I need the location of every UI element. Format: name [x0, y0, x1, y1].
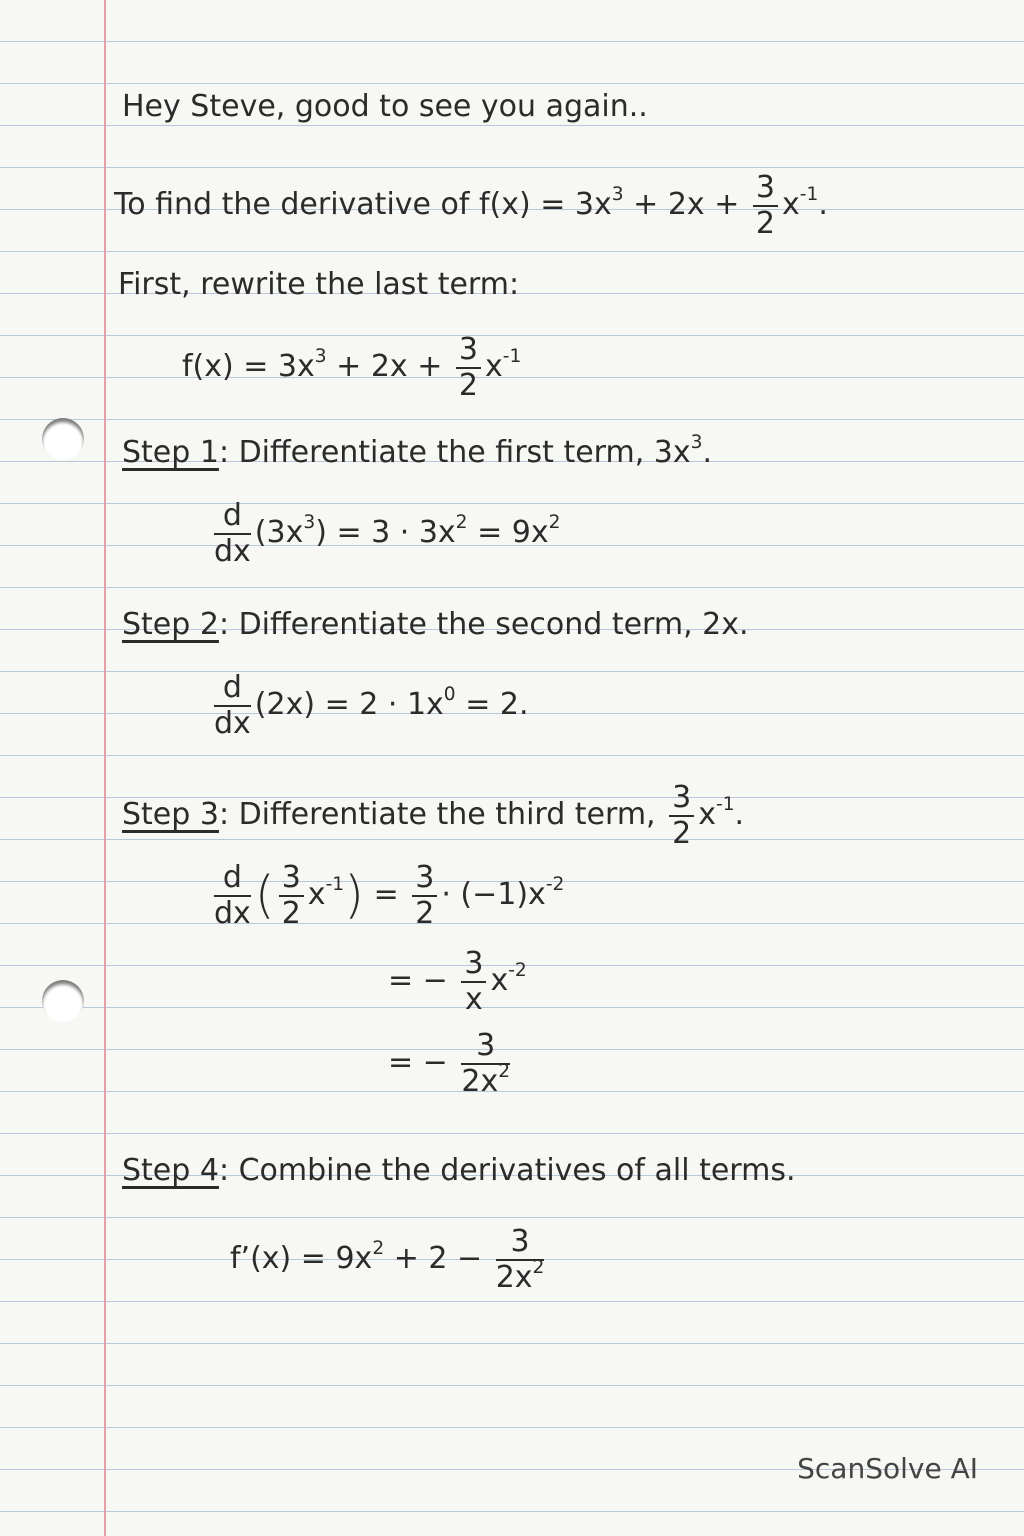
intro-fx: f(x) = 3x [479, 187, 612, 222]
step2-heading: Step 2: Differentiate the second term, 2x. [122, 607, 749, 642]
intro-mid: + 2x + [633, 187, 740, 222]
step3-equation-1: $\frac{d}{dx}$ ( $\frac{3}{2}$ $x^{-1}$) = $\frac{3}{2}$ · $(-1)x^{-2}$ [214, 860, 565, 931]
step1-label: Step 1 [122, 435, 219, 470]
step1-heading: Step 1: Differentiate the first term, $3x^3$. [122, 432, 713, 470]
brand-watermark: ScanSolve AI [797, 1452, 978, 1485]
step3-label: Step 3 [122, 797, 219, 832]
binder-hole-top [42, 418, 84, 460]
rewrite-label: First, rewrite the last term: [118, 267, 520, 302]
margin-line [104, 0, 106, 1536]
intro-fraction: $\frac{3}{2}$ [753, 172, 778, 239]
intro-x: x [782, 187, 800, 222]
rewrite-equation: $f(x) = 3x^3 + 2x$ + $\frac{3}{2}$ $x^{-1}$ [182, 332, 522, 403]
step3-equation-2: = − $\frac{3}{x}$ $x^{-2}$ [388, 946, 527, 1017]
rewrite-fraction: $\frac{3}{2}$ [456, 334, 481, 401]
step4-equation: f’(x) = $9x^2 + 2$ − $\frac{3}{2x^2}$ [230, 1224, 545, 1295]
step4-heading: Step 4: Combine the derivatives of all terms. [122, 1153, 796, 1188]
step4-label: Step 4 [122, 1153, 219, 1188]
greeting: Hey Steve, good to see you again.. [122, 89, 648, 124]
step2-equation: $\frac{d}{dx}$ $(2x) = 2 \cdot 1x^0 = 2$. [214, 670, 529, 741]
step1-equation: $\frac{d}{dx}$ $(3x^3) = 3 \cdot 3x^2 = 9x^2$ [214, 498, 561, 569]
step2-ddx: $\frac{d}{dx}$ [214, 670, 251, 741]
step1-ddx: $\frac{d}{dx}$ [214, 498, 251, 569]
step3-ddx: $\frac{d}{dx}$ [214, 860, 251, 931]
intro-text: To find the derivative of [114, 187, 470, 222]
step3-heading: Step 3: Differentiate the third term, $\frac{3}{2}$ $x^{-1}$. [122, 780, 745, 851]
intro-exp3: 3 [611, 184, 624, 206]
intro-expn1: -1 [799, 184, 819, 206]
step3-fraction: $\frac{3}{2}$ [669, 782, 694, 849]
step2-label: Step 2 [122, 607, 219, 642]
intro-line: To find the derivative of $f(x) = 3x^3 + 2x$ + $\frac{3}{2}$ $x^{-1}$. [114, 170, 828, 241]
step3-equation-3: = − $\frac{3}{2x^2}$ [388, 1028, 511, 1099]
binder-hole-bottom [42, 980, 84, 1022]
